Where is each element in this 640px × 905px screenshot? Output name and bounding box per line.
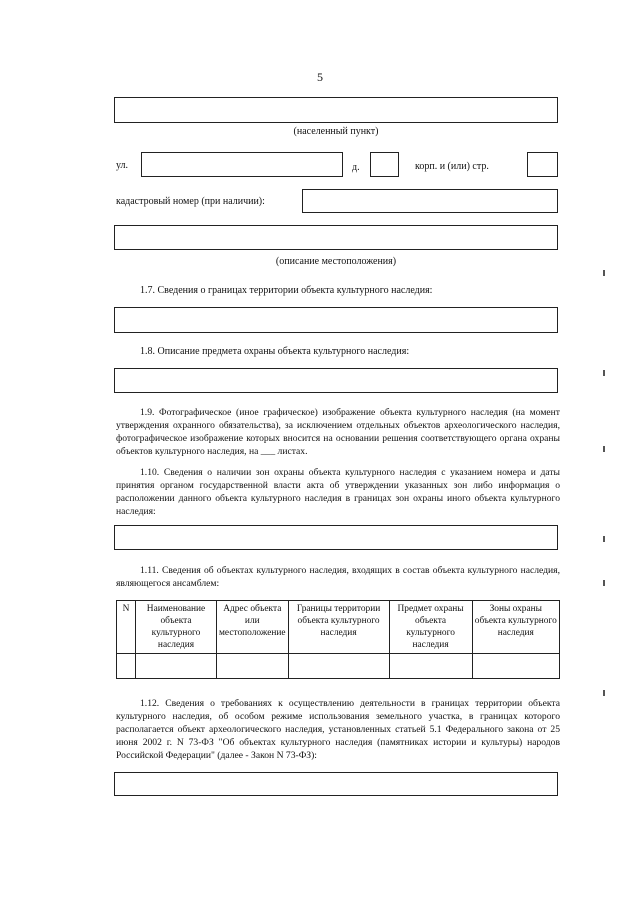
section-1-7-heading: 1.7. Сведения о границах территории объекта культурного наследия:	[140, 285, 433, 296]
table-header-protection-zones: Зоны охраны объекта культурного наследия	[472, 601, 559, 654]
location-caption: (описание местоположения)	[275, 256, 397, 267]
ensemble-objects-table	[116, 600, 560, 679]
house-field[interactable]	[370, 152, 399, 177]
section-1-11-paragraph: 1.11. Сведения об объектах культурного наследия, входящих в состав объекта культурного наследия, являющегося ансамблем:	[116, 565, 560, 589]
section-1-9-paragraph: 1.9. Фотографическое (иное графическое) изображение объекта культурного наследия (на момент утверждения охранного обязательства), за исключением отдельных объектов археологического наследия, фотографическое изображение которых вносится на основании решения соответствующего органа охраны объектов культурного наследия, на ___ листах.	[116, 407, 560, 457]
table-cell[interactable]	[117, 654, 136, 679]
location-field[interactable]	[114, 225, 558, 250]
section-1-8-field[interactable]	[114, 368, 558, 393]
section-1-12-paragraph: 1.12. Сведения о требованиях к осуществлению деятельности в границах территории объекта культурного наследия, об особом режиме использования земельного участка, в границах которого располагается объект археологического наследия, установленных статьей 5.1 Федерального закона от 25 июня 2002 г. N 73-ФЗ "Об объектах культурного наследия (памятниках истории и культуры) народов Российской Федерации" (далее - Закон N 73-ФЗ):	[116, 698, 560, 761]
table-row	[117, 654, 560, 679]
building-field[interactable]	[527, 152, 558, 177]
street-field[interactable]	[141, 152, 343, 177]
table-header-territory: Границы территории объекта культурного наследия	[288, 601, 389, 654]
scan-mark	[603, 270, 605, 276]
table-header-address: Адрес объекта или местоположение	[217, 601, 289, 654]
section-1-10-field[interactable]	[114, 525, 558, 550]
table-cell[interactable]	[472, 654, 559, 679]
cadastral-field[interactable]	[302, 189, 558, 213]
section-1-7-field[interactable]	[114, 307, 558, 333]
page-number: 5	[317, 70, 323, 84]
locality-field[interactable]	[114, 97, 558, 123]
scan-mark	[603, 446, 605, 452]
scan-mark	[603, 370, 605, 376]
table-header-name: Наименование объекта культурного наследия	[136, 601, 217, 654]
section-1-8-heading: 1.8. Описание предмета охраны объекта культурного наследия:	[140, 346, 410, 357]
section-1-12-field[interactable]	[114, 772, 558, 796]
table-header-protection-subject: Предмет охраны объекта культурного наследия	[389, 601, 472, 654]
table-cell[interactable]	[136, 654, 217, 679]
building-label: корп. и (или) стр.	[415, 161, 489, 172]
table-cell[interactable]	[389, 654, 472, 679]
street-label: ул.	[116, 160, 129, 171]
table-header-n: N	[117, 601, 136, 654]
cadastral-label: кадастровый номер (при наличии):	[116, 196, 265, 207]
house-label: д.	[352, 162, 360, 173]
locality-caption: (населенный пункт)	[293, 126, 379, 137]
table-cell[interactable]	[288, 654, 389, 679]
table-cell[interactable]	[217, 654, 289, 679]
scan-mark	[603, 536, 605, 542]
section-1-10-paragraph: 1.10. Сведения о наличии зон охраны объекта культурного наследия с указанием номера и даты принятия органом государственной власти акта об утверждении указанных зон либо информация о расположении данного объекта культурного наследия в границах зон охраны иного объекта культурного наследия:	[116, 467, 560, 517]
scan-mark	[603, 580, 605, 586]
scan-mark	[603, 690, 605, 696]
